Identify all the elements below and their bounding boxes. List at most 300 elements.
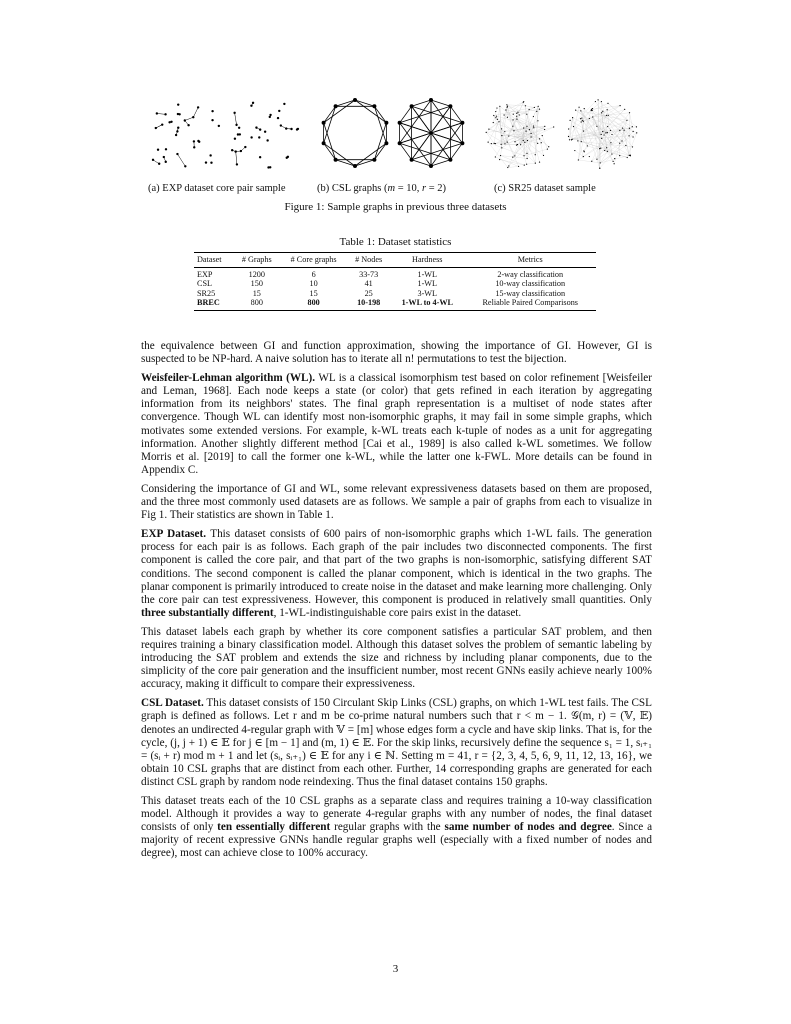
graph-node	[619, 105, 620, 106]
graph-edge	[157, 113, 166, 114]
graph-node	[630, 155, 631, 156]
body-text	[141, 340, 652, 866]
graph-node	[152, 159, 154, 161]
graph-edge	[374, 123, 386, 160]
graph-node	[259, 156, 261, 158]
graph-node	[297, 128, 299, 130]
graph-node	[176, 130, 178, 132]
graph-node	[177, 126, 179, 128]
subcaption-b: (b) CSL graphs (m = 10, r = 2)	[317, 183, 447, 194]
table-cell: 1-WL	[417, 269, 438, 279]
graph-node	[161, 123, 163, 125]
graph-node	[429, 98, 433, 102]
graph-node	[495, 117, 496, 118]
graph-node	[538, 106, 539, 107]
graph-node	[233, 112, 235, 114]
graph-node	[584, 108, 585, 109]
graph-node	[624, 130, 625, 131]
graph-edge	[592, 103, 608, 110]
graph-node	[486, 132, 487, 133]
graph-node	[600, 148, 601, 149]
graph-edge	[324, 143, 355, 166]
graph-node	[624, 109, 625, 110]
graph-node	[448, 104, 452, 108]
graph-edge	[600, 154, 612, 163]
graph-node	[596, 159, 597, 160]
graph-node	[488, 129, 489, 130]
graph-node	[286, 157, 288, 159]
graph-edge	[494, 106, 538, 115]
graph-node	[544, 129, 545, 130]
graph-node	[580, 118, 581, 119]
table-cell: 10-way classification	[495, 279, 566, 288]
graph-node	[632, 146, 633, 147]
graph-node	[178, 113, 180, 115]
graph-edge	[499, 122, 505, 144]
graph-node	[569, 120, 570, 121]
graph-node	[525, 105, 526, 106]
graph-node	[519, 114, 520, 115]
graph-node	[493, 115, 494, 116]
graph-node	[512, 119, 513, 120]
table-cell: BREC	[194, 298, 234, 310]
graph-node	[524, 142, 525, 143]
graph-node	[539, 161, 540, 162]
paragraph-heading: Weisfeiler-Lehman algorithm (WL).	[141, 372, 316, 385]
graph-node	[155, 127, 157, 129]
graph-node	[610, 130, 611, 131]
graph-node	[500, 155, 501, 156]
graph-node	[569, 139, 570, 140]
graph-node	[539, 138, 540, 139]
graph-node	[575, 110, 576, 111]
graph-node	[543, 155, 544, 156]
graph-node	[513, 114, 514, 115]
graph-node	[503, 114, 504, 115]
graph-edge	[571, 136, 629, 140]
graph-edge	[500, 160, 525, 165]
graph-node	[177, 103, 179, 105]
graph-node	[599, 148, 600, 149]
graph-edge	[506, 110, 525, 142]
table-cell: 1200	[248, 269, 265, 279]
graph-node	[280, 124, 282, 126]
graph-node	[410, 104, 414, 108]
graph-edge	[600, 120, 627, 163]
graph-node	[197, 106, 199, 108]
graph-node	[244, 146, 246, 148]
paragraph-text: the equivalence between GI and function approximation, showing the importance of GI. However, GI is suspected to be NP-hard. A naive solution has to iterate all n! permutations to test the bijection.	[141, 340, 652, 366]
graph-node	[523, 127, 524, 128]
graph-edge	[630, 113, 633, 127]
graph-node	[539, 109, 540, 110]
table-cell: Reliable Paired Comparisons	[464, 298, 596, 310]
graph-node	[592, 108, 593, 109]
graph-node	[583, 130, 584, 131]
graph-node	[290, 128, 292, 130]
graph-node	[601, 134, 602, 135]
graph-node	[499, 159, 500, 160]
table-cell: SR25	[197, 288, 216, 298]
graph-node	[614, 163, 615, 164]
graph-edge	[507, 106, 516, 145]
emphasis-text: ten essentially different	[217, 821, 331, 834]
graph-node	[372, 158, 376, 162]
graph-node	[205, 161, 207, 163]
graph-node	[334, 104, 338, 108]
paragraph-heading: CSL Dataset.	[141, 697, 204, 710]
paragraph-text: , 1-WL-indistinguishable core pairs exist in the dataset.	[273, 606, 522, 619]
table-cell: 3-WL	[417, 288, 438, 298]
sr25-graph-b	[562, 94, 642, 174]
graph-node	[518, 166, 519, 167]
graph-edge	[400, 143, 412, 160]
graph-node	[553, 126, 554, 127]
graph-node	[501, 135, 502, 136]
table-cell: 33-73	[359, 269, 379, 279]
graph-node	[548, 146, 549, 147]
graph-node	[601, 138, 602, 139]
graph-node	[517, 112, 518, 113]
graph-node	[527, 140, 528, 141]
figure-caption: Figure 1: Sample graphs in previous three datasets	[284, 201, 507, 213]
graph-node	[259, 128, 261, 130]
graph-node	[334, 158, 338, 162]
graph-node	[572, 117, 573, 118]
graph-node	[613, 161, 614, 162]
graph-node	[512, 126, 513, 127]
graph-node	[175, 134, 177, 136]
graph-node	[211, 110, 213, 112]
graph-edge	[486, 102, 523, 133]
graph-node	[211, 119, 213, 121]
graph-node	[614, 158, 615, 159]
paragraph	[141, 340, 652, 366]
table-cell: 1-WL to 4-WL	[390, 298, 464, 310]
graph-edge	[486, 132, 494, 143]
table-caption: Table 1: Dataset statistics	[339, 236, 452, 248]
graph-edge	[185, 117, 193, 120]
graph-node	[429, 164, 433, 168]
graph-node	[504, 143, 505, 144]
graph-edge	[592, 135, 604, 161]
graph-edge	[622, 127, 632, 141]
graph-node	[533, 125, 534, 126]
graph-node	[517, 144, 518, 145]
graph-node	[508, 135, 509, 136]
table-header-row	[194, 253, 596, 268]
graph-edge	[608, 103, 636, 127]
graph-node	[608, 115, 609, 116]
graph-node	[277, 117, 279, 119]
graph-node	[587, 145, 588, 146]
paragraph	[141, 483, 652, 522]
graph-node	[507, 167, 508, 168]
paragraph-text: regular graphs with the	[334, 821, 441, 834]
graph-node	[632, 126, 633, 127]
graph-edge	[324, 106, 336, 143]
graph-node	[238, 127, 240, 129]
graph-node	[494, 143, 495, 144]
paragraph	[141, 697, 652, 789]
paragraph	[141, 795, 652, 860]
graph-node	[607, 109, 608, 110]
graph-edge	[491, 144, 524, 156]
graph-node	[542, 135, 543, 136]
graph-node	[621, 140, 622, 141]
graph-node	[498, 121, 499, 122]
table-cell: 41	[364, 279, 373, 288]
graph-node	[353, 98, 357, 102]
graph-node	[583, 156, 584, 157]
graph-node	[514, 155, 515, 156]
graph-node	[372, 104, 376, 108]
graph-node	[520, 144, 521, 145]
graph-edge	[177, 154, 185, 166]
graph-node	[600, 162, 601, 163]
graph-edge	[494, 115, 505, 143]
graph-node	[514, 141, 515, 142]
paragraph	[141, 372, 652, 477]
graph-node	[602, 131, 603, 132]
graph-node	[605, 132, 606, 133]
graph-node	[604, 150, 605, 151]
paragraph-heading: EXP Dataset.	[141, 528, 207, 541]
graph-node	[218, 125, 220, 127]
graph-node	[264, 131, 266, 133]
graph-node	[578, 107, 579, 108]
graph-edge	[431, 100, 450, 106]
paragraph-text: WL is a classical isomorphism test based on color refinement [Weisfeiler and Leman, 1968]. Each node keeps a state (or color) that gets refined in each iteration by aggregating information from its neighbors' states. The final graph representation is a multiset of node states after convergence. Though WL can identify most non-isomorphic graphs, it may fail in some simple graphs, which motivates some extended versions. For example, k-WL treats each k-tuple of nodes as a unit for aggregating information. Another slightly different method [Cai et al., 1989] is also called k-WL sometimes. We follow Morris et al. [2019] to call the former one k-WL, while the latter one k-FWL. More details can be found in Appendix C.	[141, 372, 653, 476]
graph-edge	[527, 163, 536, 164]
graph-node	[496, 116, 497, 117]
graph-node	[526, 164, 527, 165]
graph-node	[583, 121, 584, 122]
graph-node	[495, 143, 496, 144]
graph-edge	[400, 106, 412, 123]
graph-node	[534, 107, 535, 108]
graph-node	[193, 146, 195, 148]
graph-node	[536, 111, 537, 112]
graph-edge	[603, 109, 625, 131]
graph-node	[506, 107, 507, 108]
graph-node	[625, 145, 626, 146]
graph-node	[285, 127, 287, 129]
graph-node	[235, 124, 237, 126]
graph-edge	[513, 137, 531, 157]
graph-node	[523, 155, 524, 156]
graph-node	[164, 113, 166, 115]
graph-edge	[489, 129, 528, 140]
table-cell: 800	[234, 298, 280, 310]
graph-node	[165, 148, 167, 150]
graph-node	[234, 138, 236, 140]
graph-edge	[525, 106, 534, 108]
graph-node	[629, 128, 630, 129]
graph-node	[573, 126, 574, 127]
graph-edge	[236, 152, 237, 165]
graph-node	[535, 154, 536, 155]
graph-edge	[542, 136, 547, 149]
graph-edge	[324, 143, 336, 160]
graph-node	[611, 153, 612, 154]
graph-node	[491, 143, 492, 144]
graph-node	[516, 116, 517, 117]
graph-node	[460, 121, 464, 125]
graph-node	[184, 165, 186, 167]
graph-node	[580, 110, 581, 111]
table-row	[194, 279, 596, 289]
graph-edge	[600, 155, 630, 163]
graph-node	[591, 110, 592, 111]
graph-node	[525, 130, 526, 131]
graph-node	[526, 114, 527, 115]
graph-node	[269, 114, 271, 116]
graph-node	[507, 117, 508, 118]
graph-node	[526, 126, 527, 127]
graph-edge	[355, 143, 386, 166]
exp-graph-b	[225, 94, 305, 174]
col-header: Hardness	[390, 253, 464, 268]
graph-node	[258, 136, 260, 138]
paragraph	[141, 528, 652, 620]
table-cell: 25	[364, 288, 373, 298]
graph-node	[158, 163, 160, 165]
graph-node	[622, 127, 623, 128]
graph-node	[501, 128, 502, 129]
col-header: Dataset	[194, 253, 234, 268]
graph-node	[165, 161, 167, 163]
table-cell: CSL	[197, 279, 213, 288]
graph-node	[176, 153, 178, 155]
graph-node	[516, 119, 517, 120]
graph-node	[236, 163, 238, 165]
graph-edge	[355, 100, 386, 123]
graph-node	[628, 135, 629, 136]
graph-node	[611, 134, 612, 135]
graph-node	[582, 120, 583, 121]
graph-node	[581, 141, 582, 142]
graph-edge	[600, 145, 626, 162]
graph-node	[353, 164, 357, 168]
graph-node	[595, 101, 596, 102]
graph-node	[572, 139, 573, 140]
graph-node	[568, 128, 569, 129]
graph-edge	[624, 130, 629, 155]
graph-node	[506, 104, 507, 105]
graph-edge	[571, 107, 579, 140]
graph-node	[568, 136, 569, 137]
graph-node	[209, 154, 211, 156]
table-cell: 15-way classification	[495, 288, 566, 298]
emphasis-text: same number of nodes and degree	[444, 821, 612, 834]
table-cell: EXP	[197, 269, 213, 279]
graph-edge	[355, 100, 374, 106]
graph-node	[497, 119, 498, 120]
graph-node	[619, 155, 620, 156]
graph-edge	[507, 107, 527, 158]
graph-node	[156, 112, 158, 114]
graph-node	[607, 151, 608, 152]
graph-node	[398, 141, 402, 145]
graph-node	[322, 141, 326, 145]
table-cell: 15	[252, 288, 261, 298]
graph-node	[269, 166, 271, 168]
graph-node	[541, 142, 542, 143]
graph-node	[493, 122, 494, 123]
graph-node	[184, 119, 186, 121]
graph-edge	[450, 106, 462, 123]
graph-node	[448, 158, 452, 162]
graph-node	[495, 111, 496, 112]
graph-node	[524, 164, 525, 165]
graph-node	[384, 121, 388, 125]
graph-node	[529, 109, 530, 110]
graph-node	[526, 153, 527, 154]
graph-node	[513, 130, 514, 131]
graph-edge	[374, 106, 386, 123]
graph-node	[636, 126, 637, 127]
graph-node	[384, 141, 388, 145]
graph-node	[527, 158, 528, 159]
table-cell: 2-way classification	[497, 269, 564, 279]
graph-node	[537, 120, 538, 121]
table-row	[194, 267, 596, 279]
graph-node	[250, 105, 252, 107]
graph-node	[591, 109, 592, 110]
graph-node	[529, 129, 530, 130]
graph-node	[193, 140, 195, 142]
table-cell: 10-198	[347, 298, 390, 310]
paragraph-text: This dataset consists of 150 Circulant Skip Links (CSL) graphs, on which 1-WL test fails. The CSL graph is defined as follows. Let r and m be co-prime natural numbers such that r < m − 1. 𝒢(m, r) = (𝕍, 𝔼) denotes an undirected 4-regular graph with 𝕍 = [m] whose edges form a cycle and have skip links. That is, for the cycle, (j, j + 1) ∈ 𝔼 for j ∈ [m − 1] and (m, 1) ∈ 𝔼. For the skip links, recursively define the sequence s₁ = 1, sᵢ₊₁ = (sᵢ + r) mod m + 1 and let (sᵢ, sᵢ₊₁) ∈ 𝔼 for any i ∈ ℕ. Setting m = 41, r = {2, 3, 4, 5, 6, 9, 11, 12, 13, 16}, we obtain 10 CSL graphs that are distinct from each other. Further, 14 corresponding graphs are generated for each distinct CSL graph by random node reindexing. Thus the final dataset contains 150 graphs.	[141, 697, 652, 788]
graph-node	[589, 156, 590, 157]
graph-edge	[193, 107, 198, 117]
table-cell: 15	[309, 288, 318, 298]
graph-node	[578, 159, 579, 160]
paragraph-text: This dataset labels each graph by whether its core component satisfies a particular SAT problem, and then requires training a binary classification model. Although this dataset solves the problem of semantic labeling by introducing the SAT problem and extends the size and richness by including planar components, due to the simplicity of the core pair generation and the insufficient number, most recent GNNs easily achieve nearly 100% accuracy, making it difficult to compare their expressiveness.	[141, 625, 652, 691]
graph-edge	[431, 160, 450, 166]
graph-node	[530, 133, 531, 134]
graph-edge	[508, 166, 519, 167]
graph-node	[597, 99, 598, 100]
graph-node	[533, 127, 534, 128]
graph-node	[322, 121, 326, 125]
graph-edge	[336, 160, 355, 166]
page-number: 3	[392, 963, 399, 975]
graph-node	[252, 102, 254, 104]
graph-edge	[355, 160, 374, 166]
graph-edge	[450, 143, 462, 160]
graph-node	[610, 142, 611, 143]
graph-edge	[374, 143, 386, 160]
graph-node	[633, 131, 634, 132]
graph-node	[398, 121, 402, 125]
exp-graph-a	[145, 94, 225, 174]
graph-node	[581, 118, 582, 119]
graph-node	[547, 148, 548, 149]
emphasis-text: three substantially different	[141, 606, 274, 619]
graph-edge	[324, 106, 336, 123]
graph-node	[501, 147, 502, 148]
graph-node	[577, 140, 578, 141]
graph-node	[163, 156, 165, 158]
csl-graph-b	[392, 94, 470, 172]
graph-edge	[495, 157, 518, 166]
graph-node	[606, 147, 607, 148]
graph-node	[168, 121, 170, 123]
graph-node	[636, 132, 637, 133]
graph-node	[488, 142, 489, 143]
